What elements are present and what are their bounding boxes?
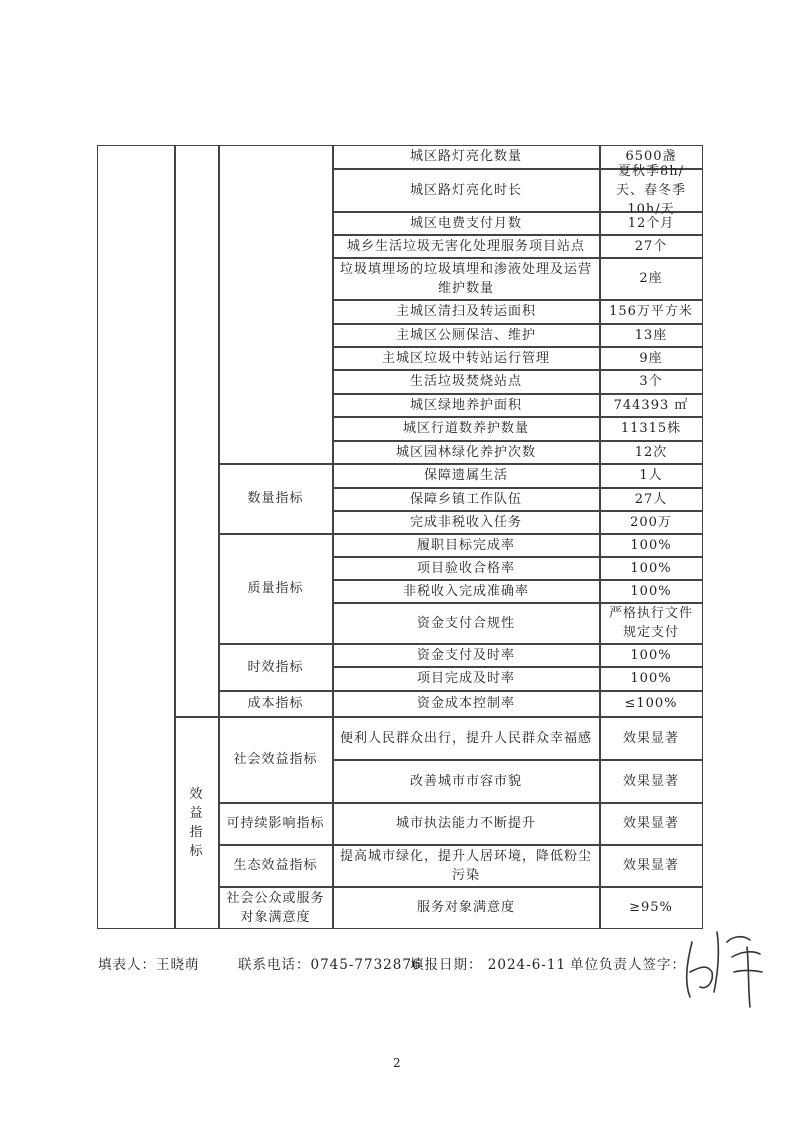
indicator-name: 城区路灯亮化数量: [333, 145, 600, 169]
indicator-value: 9座: [600, 347, 703, 370]
indicator-name: 城区路灯亮化时长: [333, 169, 600, 212]
indicator-value: 27人: [600, 488, 703, 511]
level2-indicator: 社会公众或服务对象满意度: [219, 887, 333, 929]
indicator-name: 城区园林绿化养护次数: [333, 441, 600, 464]
indicator-value: 2座: [600, 258, 703, 300]
indicator-name: 改善城市市容市貌: [333, 760, 600, 803]
indicator-value: ≤100%: [600, 691, 703, 717]
indicator-name: 提高城市绿化，提升人居环境，降低粉尘污染: [333, 845, 600, 887]
indicator-name: 保障乡镇工作队伍: [333, 488, 600, 511]
indicator-value: 11315株: [600, 417, 703, 441]
indicator-value: 12个月: [600, 212, 703, 235]
level2-indicator: 时效指标: [219, 644, 333, 691]
indicator-name: 城区行道数养护数量: [333, 417, 600, 441]
level2-indicator: 社会效益指标: [219, 717, 333, 803]
indicator-name: 主城区清扫及转运面积: [333, 300, 600, 324]
level1-cell-output-empty: [175, 145, 219, 717]
indicator-value: 效果显著: [600, 760, 703, 803]
indicator-value: 100%: [600, 644, 703, 667]
indicator-value: 效果显著: [600, 803, 703, 845]
level0-cell-empty: [97, 145, 175, 929]
indicator-name: 项目完成及时率: [333, 667, 600, 691]
contact-phone: 联系电话：0745-7732876: [238, 957, 422, 973]
indicator-name: 服务对象满意度: [333, 887, 600, 929]
indicator-name: 生活垃圾焚烧站点: [333, 370, 600, 394]
indicator-name: 保障遗属生活: [333, 464, 600, 488]
indicator-value: 夏秋季8h/天、春冬季10h/天: [600, 169, 703, 212]
filler-name: 填表人：王晓萌: [98, 957, 200, 973]
level2-indicator: 成本指标: [219, 691, 333, 717]
level1-cell-benefit: 效益指标: [175, 717, 219, 929]
indicator-value: 100%: [600, 534, 703, 557]
handwritten-signature: [672, 912, 772, 1012]
indicator-value: 12次: [600, 441, 703, 464]
indicator-value: 200万: [600, 511, 703, 534]
indicator-name: 城区电费支付月数: [333, 212, 600, 235]
indicator-name: 资金支付及时率: [333, 644, 600, 667]
level2-indicator: 可持续影响指标: [219, 803, 333, 845]
signature-label: 单位负责人签字：: [570, 957, 686, 973]
indicator-name: 主城区公厕保洁、维护: [333, 324, 600, 347]
indicator-value: 156万平方米: [600, 300, 703, 324]
indicator-value: 27个: [600, 235, 703, 258]
level2-indicator: 数量指标: [219, 464, 333, 534]
indicator-value: 100%: [600, 557, 703, 580]
indicator-value: 1人: [600, 464, 703, 488]
indicator-name: 履职目标完成率: [333, 534, 600, 557]
level2-cell-empty: [219, 145, 333, 464]
indicator-name: 资金成本控制率: [333, 691, 600, 717]
indicator-value: 效果显著: [600, 845, 703, 887]
indicator-name: 主城区垃圾中转站运行管理: [333, 347, 600, 370]
indicator-value: ≥95%: [600, 887, 703, 929]
indicator-value: 13座: [600, 324, 703, 347]
indicator-name: 垃圾填埋场的垃圾填埋和渗液处理及运营维护数量: [333, 258, 600, 300]
level2-indicator: 质量指标: [219, 534, 333, 644]
indicator-name: 城乡生活垃圾无害化处理服务项目站点: [333, 235, 600, 258]
indicator-value: 100%: [600, 667, 703, 691]
indicator-value: 效果显著: [600, 717, 703, 760]
indicator-value: 3个: [600, 370, 703, 394]
indicator-value: 100%: [600, 580, 703, 603]
level2-indicator: 生态效益指标: [219, 845, 333, 887]
fill-date: 填报日期： 2024-6-11: [410, 957, 567, 973]
indicator-value: 6500盏: [600, 145, 703, 169]
indicator-name: 项目验收合格率: [333, 557, 600, 580]
indicator-name: 完成非税收入任务: [333, 511, 600, 534]
indicator-value: 744393 ㎡: [600, 394, 703, 417]
page-number: 2: [393, 1056, 401, 1070]
indicator-name: 便利人民群众出行，提升人民群众幸福感: [333, 717, 600, 760]
indicator-name: 非税收入完成准确率: [333, 580, 600, 603]
indicator-value: 严格执行文件规定支付: [600, 603, 703, 644]
indicator-name: 城市执法能力不断提升: [333, 803, 600, 845]
indicator-name: 城区绿地养护面积: [333, 394, 600, 417]
indicator-name: 资金支付合规性: [333, 603, 600, 644]
